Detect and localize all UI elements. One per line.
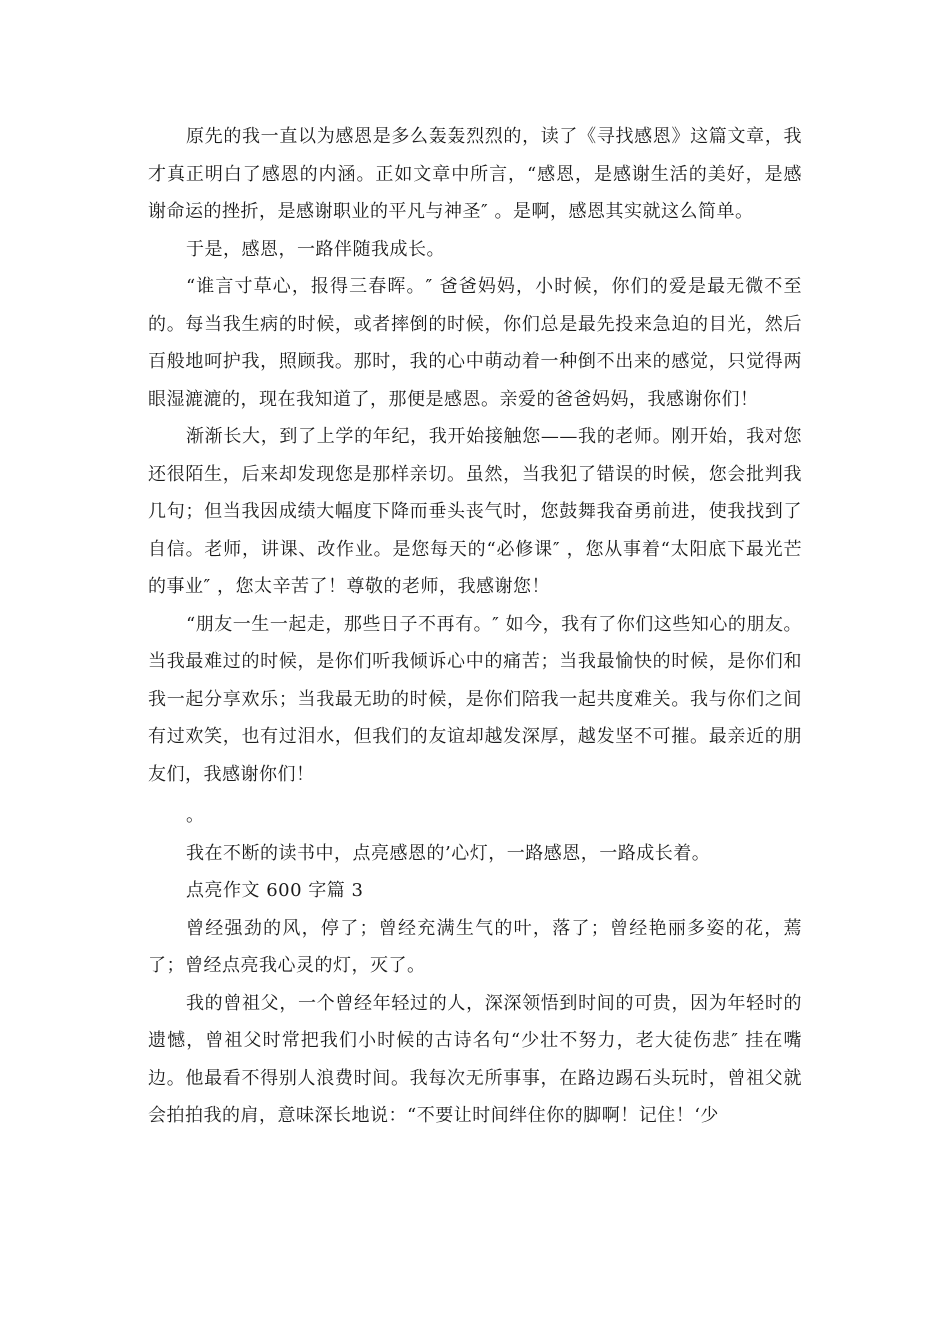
paragraph-6: 我在不断的读书中，点亮感恩的’心灯，一路感恩，一路成长着。 (186, 842, 711, 864)
paragraph-3: “谁言寸草心，报得三春晖。″ 爸爸妈妈，小时候，你们的爱是最无微不至的。每当我生病的时候，或者摔倒的时候，你们总是最先投来急迫的目光，然后百般地呵护我，照顾我。那时，我的心中萌动着一种倒不出来的感觉，只觉得两眼湿漉漉的，现在我知道了，那便是感恩。亲爱的爸爸妈妈，我感谢你们！ (148, 276, 802, 410)
document-page (148, 118, 802, 1135)
paragraph-8: 我的曾祖父，一个曾经年轻过的人，深深领悟到时间的可贵，因为年轻时的遗憾，曾祖父时常把我们小时候的古诗名句“少壮不努力，老大徒伤悲″ 挂在嘴边。他最看不得别人浪费时间。我每次无所事事，在路边踢石头玩时，曾祖父就会拍拍我的肩，意味深长地说：“不要让时间绊住你的脚啊！记住！‘少 (148, 992, 802, 1126)
paragraph-4: 渐渐长大，到了上学的年纪，我开始接触您——我的老师。刚开始，我对您还很陌生，后来却发现您是那样亲切。虽然，当我犯了错误的时候，您会批判我几句；但当我因成绩大幅度下降而垂头丧气时，您鼓舞我奋勇前进，使我找到了自信。老师，讲课、改作业。是您每天的“必修课″ ，您从事着“太阳底下最光芒的事业″ ，您太辛苦了！尊敬的老师，我感谢您！ (148, 426, 802, 597)
paragraph-7: 曾经强劲的风，停了；曾经充满生气的叶，落了；曾经艳丽多姿的花，蔫了；曾经点亮我心灵的灯，灭了。 (148, 917, 802, 976)
paragraph-dot: 。 (186, 805, 205, 826)
section-heading: 点亮作文 600 字篇 3 (186, 880, 364, 901)
paragraph-2: 于是，感恩，一路伴随我成长。 (186, 238, 445, 260)
paragraph-1: 原先的我一直以为感恩是多么轰轰烈烈的，读了《寻找感恩》这篇文章，我才真正明白了感恩的内涵。正如文章中所言，“感恩，是感谢生活的美好，是感谢命运的挫折，是感谢职业的平凡与神圣″ 。是啊，感恩其实就这么简单。 (148, 126, 802, 222)
paragraph-5: “朋友一生一起走，那些日子不再有。″ 如今，我有了你们这些知心的朋友。当我最难过的时候，是你们听我倾诉心中的痛苦；当我最愉快的时候，是你们和我一起分享欢乐；当我最无助的时候，是你们陪我一起共度难关。我与你们之间有过欢笑，也有过泪水，但我们的友谊却越发深厚，越发坚不可摧。最亲近的朋友们，我感谢你们！ (148, 613, 802, 785)
